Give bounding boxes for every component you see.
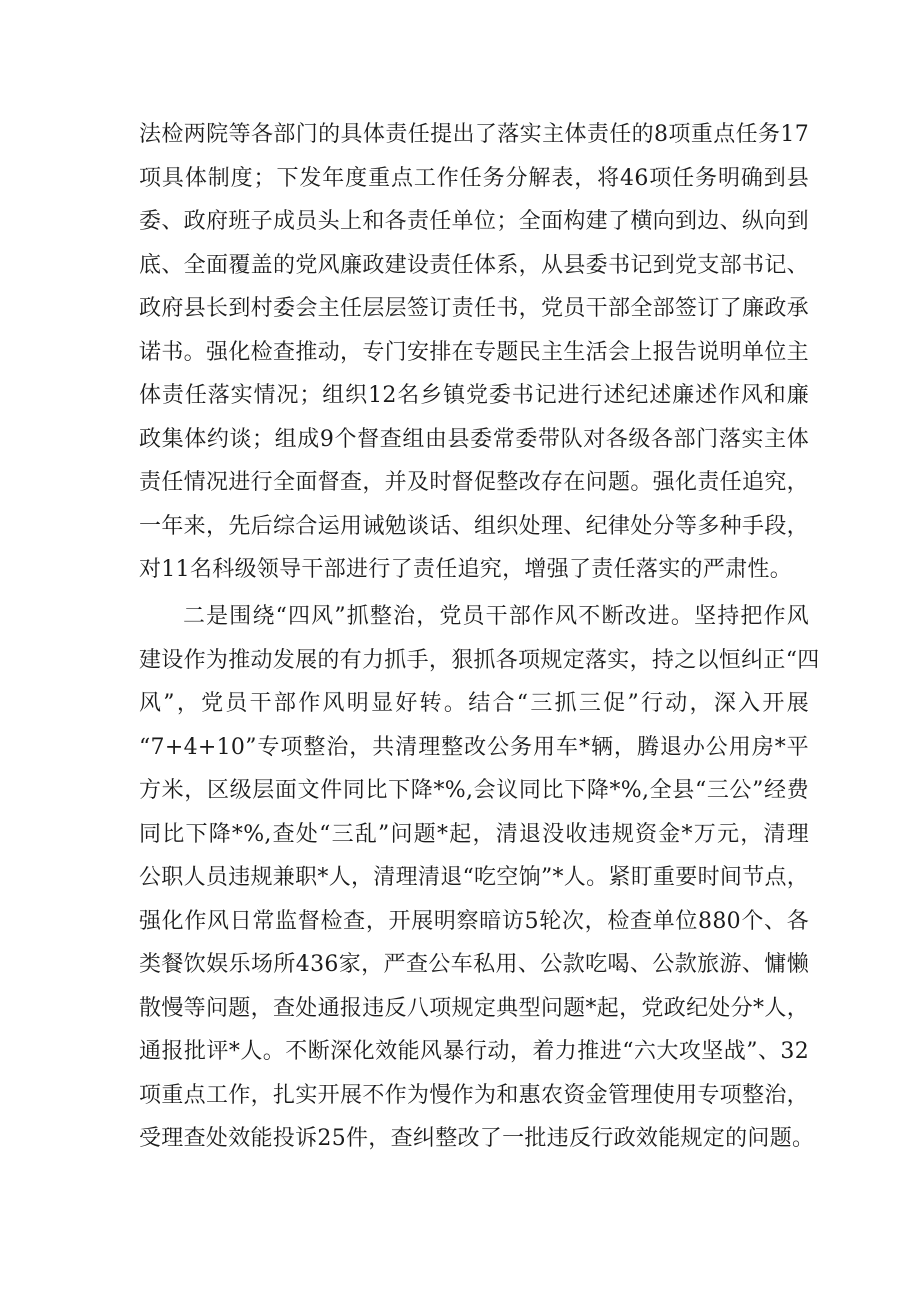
text-line: 对11名科级领导干部进行了责任追究，增强了责任落实的严肃性。 (139, 557, 792, 582)
text-line: “7+4+10”专项整治，共清理整改公务用车*辆，腾退办公用房*平 (139, 735, 809, 760)
text-line: 项重点工作，扎实开展不作为慢作为和惠农资金管理使用专项整治， (139, 1083, 809, 1108)
text-line: 受理查处效能投诉25件，查纠整改了一批违反行政效能规定的问题。 (139, 1126, 815, 1151)
text-line: 类餐饮娱乐场所436家，严查公车私用、公款吃喝、公款旅游、慵懒 (139, 952, 809, 977)
text-line: 诺书。强化检查推动，专门安排在专题民主生活会上报告说明单位主 (139, 340, 809, 365)
paragraph-first-line: 二是围绕“四风”抓整治，党员干部作风不断改进。坚持把作风 (183, 604, 809, 629)
text-line: 强化作风日常监督检查，开展明察暗访5轮次，检查单位880个、各 (139, 909, 809, 934)
text-line: 法检两院等各部门的具体责任提出了落实主体责任的8项重点任务17 (139, 122, 809, 147)
text-line: 散慢等问题，查处通报违反八项规定典型问题*起，党政纪处分*人， (139, 996, 809, 1021)
text-line: 同比下降*%,查处“三乱”问题*起，清退没收违规资金*万元，清理 (139, 822, 809, 847)
text-line: 一年来，先后综合运用诫勉谈话、组织处理、纪律处分等多种手段， (139, 514, 809, 539)
text-line: 政府县长到村委会主任层层签订责任书，党员干部全部签订了廉政承 (139, 296, 809, 321)
text-line: 底、全面覆盖的党风廉政建设责任体系，从县委书记到党支部书记、 (139, 253, 809, 278)
text-line: 建设作为推动发展的有力抓手，狠抓各项规定落实，持之以恒纠正“四 (139, 648, 820, 673)
text-line: 委、政府班子成员头上和各责任单位；全面构建了横向到边、纵向到 (139, 209, 809, 234)
text-line: 责任情况进行全面督查，并及时督促整改存在问题。强化责任追究， (139, 470, 809, 495)
text-line: 政集体约谈；组成9个督查组由县委常委带队对各级各部门落实主体 (139, 427, 809, 452)
text-line: 风”，党员干部作风明显好转。结合“三抓三促”行动，深入开展 (139, 691, 809, 716)
text-line: 通报批评*人。不断深化效能风暴行动，着力推进“六大攻坚战”、32 (139, 1039, 809, 1064)
text-line: 方米，区级层面文件同比下降*%,会议同比下降*%,全县“三公”经费 (139, 778, 809, 803)
text-line: 项具体制度；下发年度重点工作任务分解表，将46项任务明确到县 (139, 166, 809, 191)
text-line: 公职人员违规兼职*人，清理清退“吃空饷”*人。紧盯重要时间节点， (139, 865, 810, 890)
text-line: 体责任落实情况；组织12名乡镇党委书记进行述纪述廉述作风和廉 (139, 383, 809, 408)
